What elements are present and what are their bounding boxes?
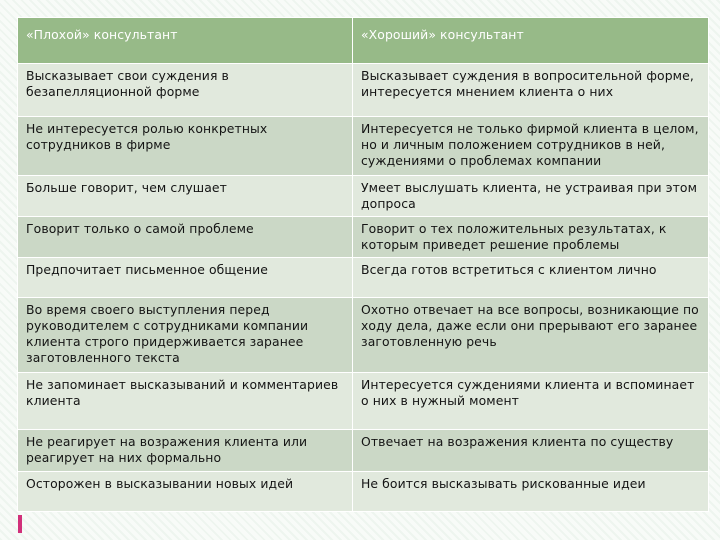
bad-cell: Осторожен в высказывании новых идей	[18, 472, 353, 512]
good-cell: Всегда готов встретиться с клиентом лично	[353, 258, 709, 298]
table-row	[18, 430, 709, 472]
good-cell: Интересуется суждениями клиента и вспоминает о них в нужный момент	[353, 373, 709, 430]
good-cell: Высказывает суждения в вопросительной форме, интересуется мнением клиента о них	[353, 64, 709, 117]
bad-cell: Не реагирует на возражения клиента или реагирует на них формально	[18, 430, 353, 472]
good-cell: Не боится высказывать рискованные идеи	[353, 472, 709, 512]
table-row	[18, 373, 709, 430]
good-cell: Умеет выслушать клиента, не устраивая при этом допроса	[353, 176, 709, 217]
table-row	[18, 176, 709, 217]
bad-cell: Предпочитает письменное общение	[18, 258, 353, 298]
header-good-consultant: «Хороший» консультант	[353, 18, 709, 64]
table-row	[18, 117, 709, 176]
bad-cell: Говорит только о самой проблеме	[18, 217, 353, 258]
table-row	[18, 298, 709, 373]
good-cell: Говорит о тех положительных результатах, к которым приведет решение проблемы	[353, 217, 709, 258]
table-row	[18, 258, 709, 298]
bad-cell: Высказывает свои суждения в безапелляционной форме	[18, 64, 353, 117]
table-row	[18, 472, 709, 512]
bad-cell: Не запоминает высказываний и комментариев клиента	[18, 373, 353, 430]
good-cell: Интересуется не только фирмой клиента в целом, но и личным положением сотрудников в ней, суждениями о проблемах компании	[353, 117, 709, 176]
table-row	[18, 64, 709, 117]
bad-cell: Во время своего выступления перед руководителем с сотрудниками компании клиента строго придерживается заранее заготовленного текста	[18, 298, 353, 373]
accent-bar	[18, 515, 22, 533]
good-cell: Отвечает на возражения клиента по существу	[353, 430, 709, 472]
table-header-row	[18, 18, 709, 64]
good-cell: Охотно отвечает на все вопросы, возникающие по ходу дела, даже если они прерывают его заранее заготовленную речь	[353, 298, 709, 373]
header-bad-consultant: «Плохой» консультант	[18, 18, 353, 64]
comparison-table	[17, 17, 709, 512]
bad-cell: Не интересуется ролью конкретных сотрудников в фирме	[18, 117, 353, 176]
table-row	[18, 217, 709, 258]
bad-cell: Больше говорит, чем слушает	[18, 176, 353, 217]
